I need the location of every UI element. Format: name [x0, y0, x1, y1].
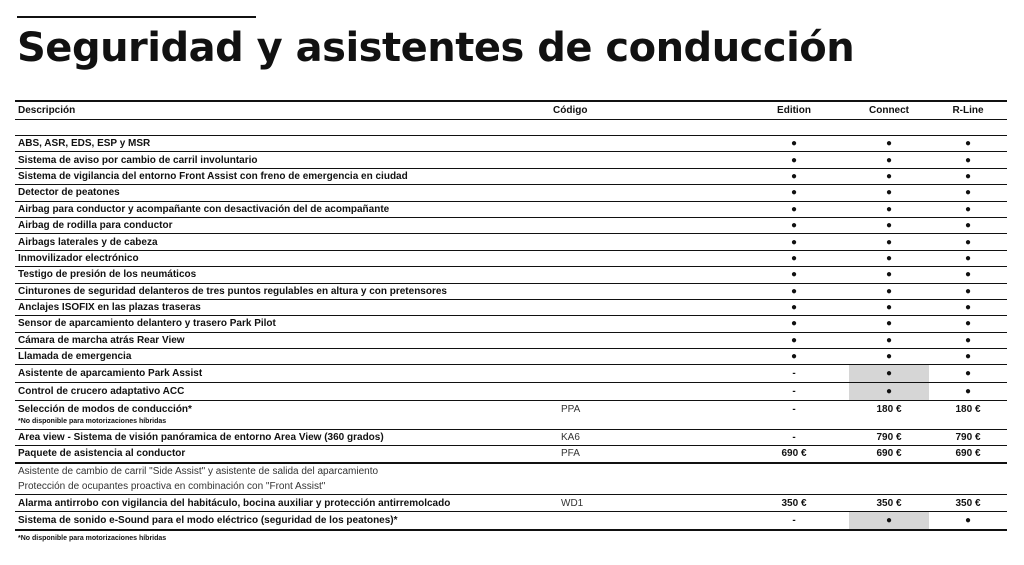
row-code	[539, 299, 739, 315]
row-connect: ●	[849, 201, 929, 217]
package-item-row	[15, 479, 1007, 495]
row-rline: ●	[929, 332, 1007, 348]
row-rline: ●	[929, 136, 1007, 152]
row-connect: ●	[849, 250, 929, 266]
row-rline: ●	[929, 365, 1007, 383]
table-row	[15, 201, 1007, 217]
row-edition: -	[739, 365, 849, 383]
table-row	[15, 349, 1007, 365]
row-rline: ●	[929, 152, 1007, 168]
table-row	[15, 299, 1007, 315]
row-description: Cinturones de seguridad delanteros de tres puntos regulables en altura y con pretensores	[15, 283, 539, 299]
table-row	[15, 217, 1007, 233]
row-connect: ●	[849, 267, 929, 283]
row-connect: ●	[849, 185, 929, 201]
row-connect: ●	[849, 152, 929, 168]
row-description: Anclajes ISOFIX en las plazas traseras	[15, 299, 539, 315]
table-row	[15, 446, 1007, 463]
row-description: Sensor de aparcamiento delantero y trasero Park Pilot	[15, 316, 539, 332]
row-edition: ●	[739, 283, 849, 299]
row-connect: ●	[849, 383, 929, 401]
row-connect: ●	[849, 299, 929, 315]
row-edition: 690 €	[739, 446, 849, 463]
package-item-row	[15, 463, 1007, 479]
row-code: KA6	[539, 429, 739, 445]
row-code	[539, 316, 739, 332]
row-code: WD1	[539, 495, 739, 511]
row-rline: ●	[929, 349, 1007, 365]
row-edition: ●	[739, 250, 849, 266]
table-row	[15, 401, 1007, 417]
table-row	[15, 283, 1007, 299]
row-code	[539, 234, 739, 250]
table-row	[15, 168, 1007, 184]
row-connect: ●	[849, 365, 929, 383]
row-description: Asistente de aparcamiento Park Assist	[15, 365, 539, 383]
header-spacer-row	[15, 120, 1007, 136]
header-codigo: Código	[539, 101, 739, 120]
table-row	[15, 152, 1007, 168]
row-description: Cámara de marcha atrás Rear View	[15, 332, 539, 348]
hybrid-footnote: *No disponible para motorizaciones híbridas	[18, 534, 167, 542]
row-connect: ●	[849, 283, 929, 299]
row-edition: -	[739, 383, 849, 401]
row-code	[539, 185, 739, 201]
row-description: Llamada de emergencia	[15, 349, 539, 365]
row-rline: 690 €	[929, 446, 1007, 463]
row-edition: 350 €	[739, 495, 849, 511]
row-code	[539, 217, 739, 233]
row-edition: ●	[739, 267, 849, 283]
row-description: Control de crucero adaptativo ACC	[15, 383, 539, 401]
row-connect: ●	[849, 168, 929, 184]
row-rline: ●	[929, 316, 1007, 332]
row-rline: ●	[929, 283, 1007, 299]
row-edition: -	[792, 403, 796, 415]
header-rline: R-Line	[929, 101, 1007, 120]
row-code: PPA	[561, 403, 581, 415]
row-code	[539, 201, 739, 217]
row-code	[539, 267, 739, 283]
row-rline: ●	[929, 185, 1007, 201]
row-edition: ●	[739, 332, 849, 348]
row-connect: ●	[849, 136, 929, 152]
row-description: Sistema de vigilancia del entorno Front Assist con freno de emergencia en ciudad	[15, 168, 539, 184]
row-code	[539, 283, 739, 299]
row-edition: ●	[739, 299, 849, 315]
row-code	[539, 250, 739, 266]
row-rline: 790 €	[929, 429, 1007, 445]
row-description: Sistema de aviso por cambio de carril involuntario	[15, 152, 539, 168]
table-row	[15, 267, 1007, 283]
row-rline: ●	[929, 201, 1007, 217]
title-top-rule	[17, 16, 256, 18]
row-code	[539, 349, 739, 365]
row-connect: ●	[849, 511, 929, 530]
row-connect: 350 €	[849, 495, 929, 511]
header-descripcion: Descripción	[15, 101, 539, 120]
table-row	[15, 429, 1007, 445]
row-code	[539, 511, 739, 530]
row-rline: ●	[929, 168, 1007, 184]
row-edition: ●	[739, 152, 849, 168]
row-rline: ●	[929, 234, 1007, 250]
row-description: ABS, ASR, EDS, ESP y MSR	[15, 136, 539, 152]
row-rline: 180 €	[955, 403, 981, 415]
row-connect: ●	[849, 332, 929, 348]
row-edition: ●	[739, 201, 849, 217]
row-edition: ●	[739, 349, 849, 365]
row-description: Detector de peatones	[15, 185, 539, 201]
page-title: Seguridad y asistentes de conducción	[17, 25, 855, 71]
row-code: PFA	[539, 446, 739, 463]
row-code	[539, 332, 739, 348]
table-row	[15, 316, 1007, 332]
row-edition: -	[739, 429, 849, 445]
footnote-row	[15, 417, 1007, 430]
row-description: Testigo de presión de los neumáticos	[15, 267, 539, 283]
row-edition: ●	[739, 136, 849, 152]
footnote-row	[15, 530, 1007, 546]
row-rline: 350 €	[929, 495, 1007, 511]
row-connect: 790 €	[849, 429, 929, 445]
row-description: Inmovilizador electrónico	[15, 250, 539, 266]
row-description: Airbag para conductor y acompañante con desactivación del de acompañante	[15, 201, 539, 217]
row-rline: ●	[929, 511, 1007, 530]
row-description: Selección de modos de conducción*	[18, 403, 192, 415]
table-row	[15, 185, 1007, 201]
header-connect: Connect	[849, 101, 929, 120]
package-item: Protección de ocupantes proactiva en combinación con "Front Assist"	[15, 479, 1007, 495]
table-row	[15, 511, 1007, 530]
table-row	[15, 136, 1007, 152]
table-row	[15, 495, 1007, 511]
table-row	[15, 234, 1007, 250]
row-edition: -	[739, 511, 849, 530]
row-edition: ●	[739, 185, 849, 201]
row-code	[539, 168, 739, 184]
row-rline: ●	[929, 217, 1007, 233]
row-description: Area view - Sistema de visión panóramica de entorno Area View (360 grados)	[15, 429, 539, 445]
table-row	[15, 383, 1007, 401]
row-code	[539, 152, 739, 168]
table-row	[15, 250, 1007, 266]
row-rline: ●	[929, 299, 1007, 315]
row-edition: ●	[739, 217, 849, 233]
row-description: Alarma antirrobo con vigilancia del habitáculo, bocina auxiliar y protección antirremolcado	[15, 495, 539, 511]
table-row	[15, 332, 1007, 348]
row-connect: ●	[849, 234, 929, 250]
row-rline: ●	[929, 383, 1007, 401]
row-rline: ●	[929, 250, 1007, 266]
row-description: Sistema de sonido e-Sound para el modo eléctrico (seguridad de los peatones)*	[15, 511, 539, 530]
row-rline: ●	[929, 267, 1007, 283]
row-edition: ●	[739, 316, 849, 332]
row-edition: ●	[739, 234, 849, 250]
row-code	[539, 136, 739, 152]
row-description: Airbags laterales y de cabeza	[15, 234, 539, 250]
row-connect: ●	[849, 349, 929, 365]
row-connect: 690 €	[849, 446, 929, 463]
row-code	[539, 383, 739, 401]
row-description: Airbag de rodilla para conductor	[15, 217, 539, 233]
row-code	[539, 365, 739, 383]
hybrid-footnote: *No disponible para motorizaciones híbridas	[15, 417, 1007, 430]
row-edition: ●	[739, 168, 849, 184]
row-connect: ●	[849, 217, 929, 233]
row-description: Paquete de asistencia al conductor	[15, 446, 539, 463]
header-edition: Edition	[739, 101, 849, 120]
row-connect: 180 €	[876, 403, 902, 415]
table-header-row	[15, 101, 1007, 120]
row-connect: ●	[849, 316, 929, 332]
package-item: Asistente de cambio de carril "Side Assist" y asistente de salida del aparcamiento	[18, 465, 379, 477]
equipment-table	[15, 100, 1007, 546]
table-row	[15, 365, 1007, 383]
